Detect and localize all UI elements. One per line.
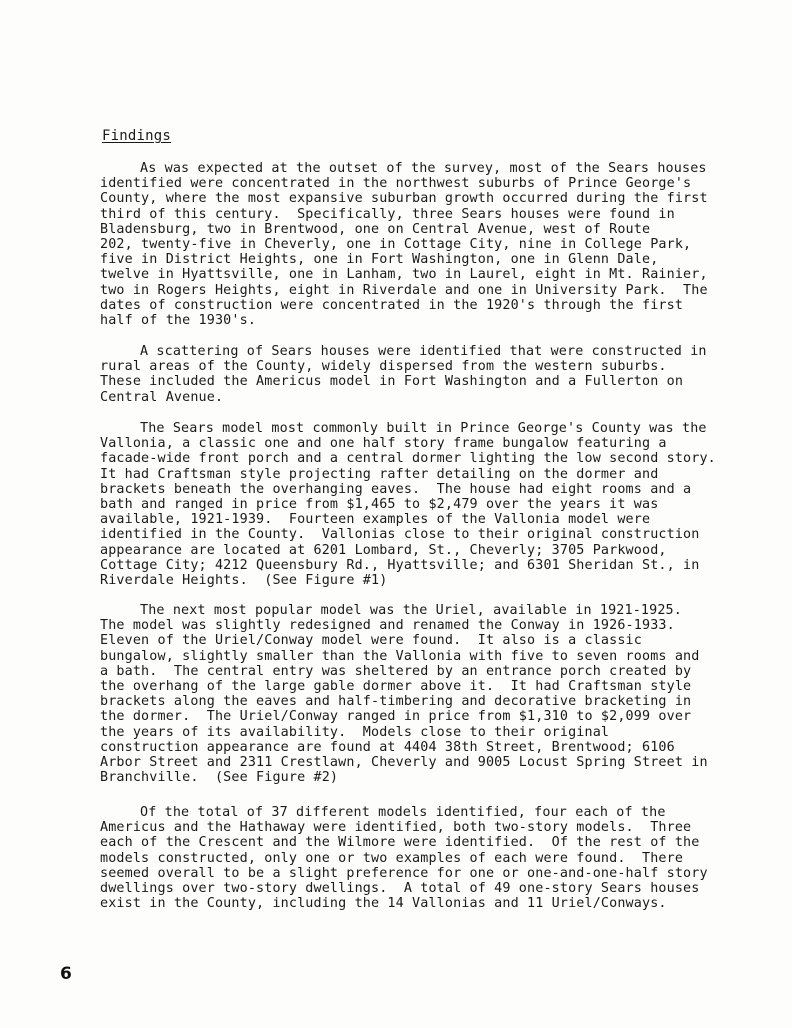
paragraph-line: Eleven of the Uriel/Conway model were found. It also is a classic <box>100 633 642 649</box>
paragraph-line: exist in the County, including the 14 Vallonias and 11 Uriel/Conways. <box>100 896 667 912</box>
paragraph-line: Of the total of 37 different models identified, four each of the <box>140 805 666 820</box>
section-heading: Findings <box>102 128 172 144</box>
paragraph-line: brackets beneath the overhanging eaves. The house had eight rooms and a <box>100 481 692 497</box>
paragraph-line: The model was slightly redesigned and renamed the Conway in 1926-1933. <box>100 618 675 634</box>
paragraph-line: rural areas of the County, widely dispersed from the western suburbs. <box>100 359 667 375</box>
paragraph-line: third of this century. Specifically, three Sears houses were found in <box>100 206 675 222</box>
paragraph-line: Bladensburg, two in Brentwood, one on Central Avenue, west of Route <box>100 221 651 237</box>
paragraph-line: the dormer. The Uriel/Conway ranged in price from $1,310 to $2,099 over <box>100 709 692 725</box>
paragraph-line: construction appearance are found at 4404 38th Street, Brentwood; 6106 <box>100 739 675 755</box>
paragraph-1 <box>100 161 708 328</box>
paragraph-line: the years of its availability. Models close to their original <box>100 724 610 740</box>
paragraph-line: Cottage City; 4212 Queensbury Rd., Hyattsville; and 6301 Sheridan St., in <box>100 557 700 573</box>
paragraph-line: bungalow, slightly smaller than the Vallonia with five to seven rooms and <box>100 648 700 664</box>
paragraph-line: Branchville. (See Figure #2) <box>100 770 339 786</box>
page-number: 6 <box>60 964 72 984</box>
paragraph-line: two in Rogers Heights, eight in Riverdale and one in University Park. The <box>100 282 708 298</box>
paragraph-line: The next most popular model was the Uriel, available in 1921-1925. <box>140 603 682 618</box>
paragraph-line: Riverdale Heights. (See Figure #1) <box>100 572 388 588</box>
paragraph-line: appearance are located at 6201 Lombard, St., Cheverly; 3705 Parkwood, <box>100 542 667 558</box>
paragraph-line: a bath. The central entry was sheltered by an entrance porch created by <box>100 663 692 679</box>
paragraph-line: dwellings over two-story dwellings. A total of 49 one-story Sears houses <box>100 880 700 896</box>
paragraph-line: Arbor Street and 2311 Crestlawn, Cheverly and 9005 Locust Spring Street in <box>100 754 708 770</box>
paragraph-line: bath and ranged in price from $1,465 to $2,479 over the years it was <box>100 496 659 512</box>
paragraph-line: the overhang of the large gable dormer above it. It had Craftsman style <box>100 678 692 694</box>
paragraph-line: A scattering of Sears houses were identified that were constructed in <box>140 344 707 359</box>
paragraph-line: County, where the most expansive suburban growth occurred during the first <box>100 191 708 207</box>
paragraph-line: Central Avenue. <box>100 389 224 405</box>
paragraph-line: As was expected at the outset of the survey, most of the Sears houses <box>140 161 707 176</box>
paragraph-3 <box>100 421 716 588</box>
paragraph-line: Vallonia, a classic one and one half story frame bungalow featuring a <box>100 436 667 452</box>
paragraph-line: seemed overall to be a slight preference for one or one-and-one-half story <box>100 865 708 881</box>
paragraph-line: five in District Heights, one in Fort Washington, one in Glenn Dale, <box>100 252 659 268</box>
paragraph-line: available, 1921-1939. Fourteen examples of the Vallonia model were <box>100 512 651 528</box>
paragraph-5 <box>100 805 708 912</box>
paragraph-line: It had Craftsman style projecting rafter detailing on the dormer and <box>100 466 659 482</box>
paragraph-line: identified in the County. Vallonias close to their original construction <box>100 527 700 543</box>
paragraph-line: twelve in Hyattsville, one in Lanham, two in Laurel, eight in Mt. Rainier, <box>100 267 708 283</box>
paragraph-line: dates of construction were concentrated in the 1920's through the first <box>100 297 684 313</box>
paragraph-line: identified were concentrated in the northwest suburbs of Prince George's <box>100 176 692 192</box>
paragraph-line: brackets along the eaves and half-timbering and decorative bracketing in <box>100 694 692 710</box>
paragraph-4 <box>100 603 708 786</box>
paragraph-line: each of the Crescent and the Wilmore were identified. Of the rest of the <box>100 835 700 851</box>
paragraph-line: 202, twenty-five in Cheverly, one in Cottage City, nine in College Park, <box>100 236 692 252</box>
paragraph-line: models constructed, only one or two examples of each were found. There <box>100 850 684 866</box>
paragraph-line: These included the Americus model in Fort Washington and a Fullerton on <box>100 374 684 390</box>
paragraph-2 <box>100 344 707 405</box>
paragraph-line: facade-wide front porch and a central dormer lighting the low second story. <box>100 451 716 467</box>
paragraph-line: The Sears model most commonly built in Prince George's County was the <box>140 421 707 436</box>
paragraph-line: Americus and the Hathaway were identified, both two-story models. Three <box>100 820 692 836</box>
paragraph-line: half of the 1930's. <box>100 312 257 328</box>
